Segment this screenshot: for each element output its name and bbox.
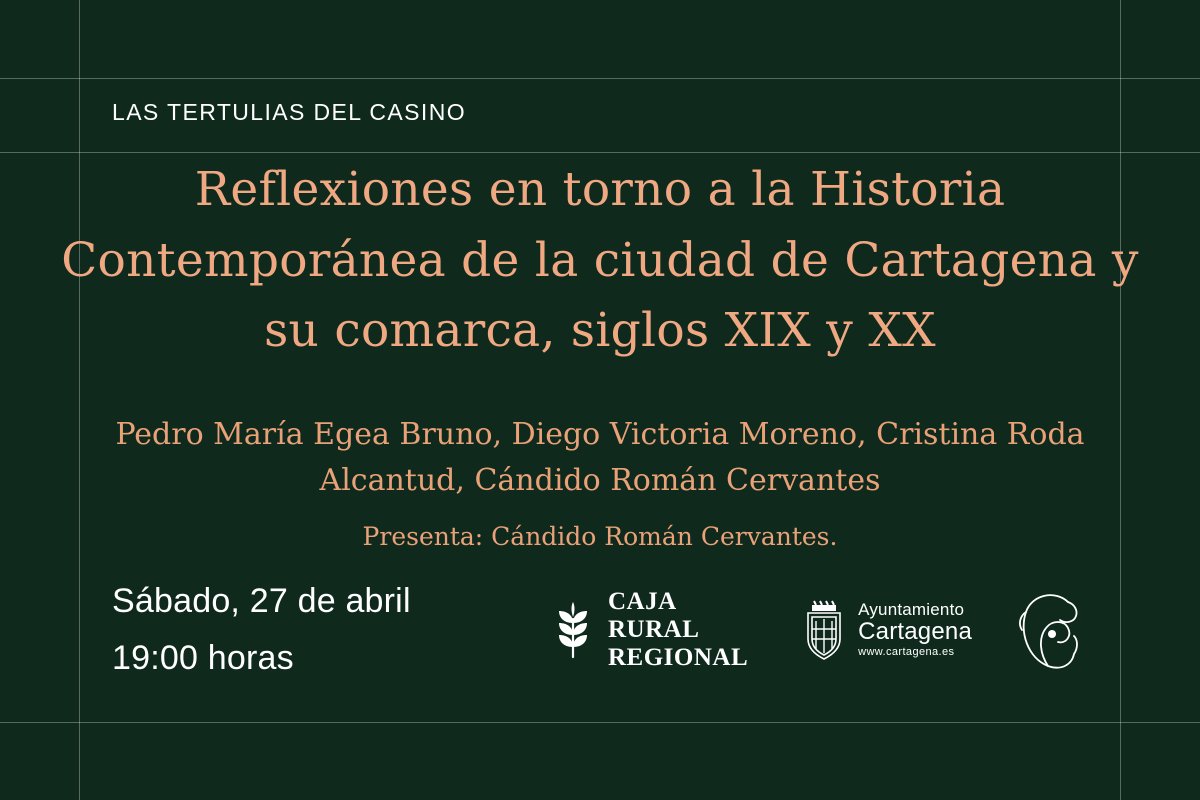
event-date: Sábado, 27 de abril xyxy=(112,582,411,620)
caja-rural-line-1: CAJA RURAL xyxy=(608,588,700,643)
speakers-list: Pedro María Egea Bruno, Diego Victoria Moreno, Cristina Roda Alcantud, Cándido Román Cervantes xyxy=(115,417,1085,498)
logo-ayuntamiento-cartagena xyxy=(800,599,972,661)
ayuntamiento-line-1: Ayuntamiento xyxy=(858,600,965,620)
page-title: Reflexiones en torno a la Historia Contemporánea de la ciudad de Cartagena y su comarca, siglos XIX y XX xyxy=(61,162,1139,358)
ayuntamiento-line-2: Cartagena xyxy=(858,618,972,646)
series-kicker: LAS TERTULIAS DEL CASINO xyxy=(112,99,467,125)
sponsor-logos xyxy=(550,575,1090,685)
event-time: 19:00 horas xyxy=(112,638,294,677)
casino-monogram-icon xyxy=(1006,582,1090,678)
ayuntamiento-wordmark xyxy=(858,601,972,659)
caja-rural-line-2: REGIONAL xyxy=(608,644,749,671)
wheat-icon xyxy=(550,601,596,659)
logo-caja-rural-regional xyxy=(550,588,766,672)
caja-rural-wordmark xyxy=(608,588,766,672)
ayuntamiento-website: www.cartagena.es xyxy=(858,646,955,659)
coat-of-arms-icon xyxy=(800,599,848,661)
event-datetime xyxy=(112,580,411,679)
presenter-line: Presenta: Cándido Román Cervantes. xyxy=(362,522,838,551)
